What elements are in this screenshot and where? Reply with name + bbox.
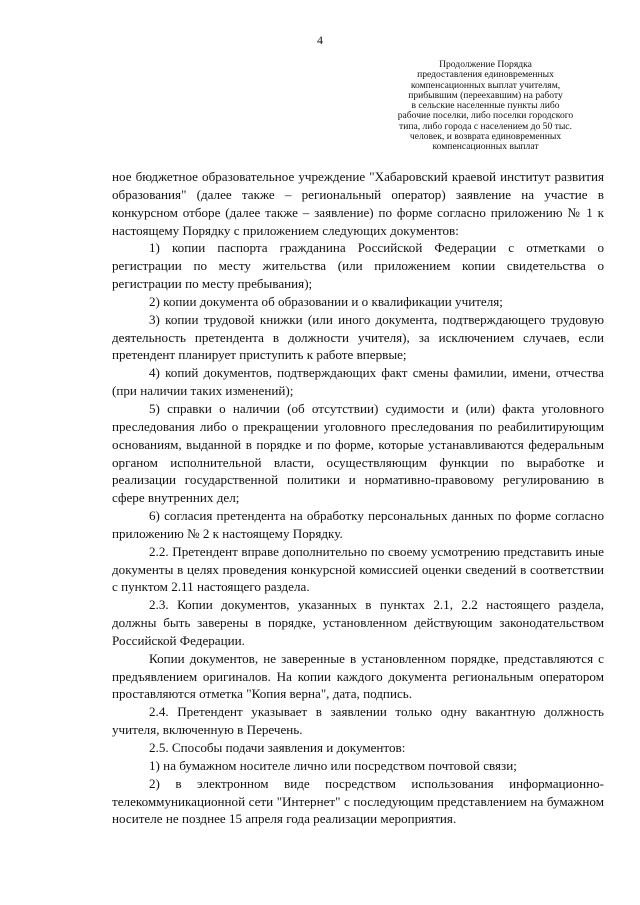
- body-paragraph: 2) копии документа об образовании и о квалификации учителя;: [149, 293, 503, 309]
- document-body: [112, 168, 604, 828]
- document-header: [378, 60, 593, 153]
- body-paragraph: 5) справки о наличии (об отсутствии) судимости и (или) факта уголовного преследования либо о прекращении уголовного преследования по реабилитирующим основаниям, выданной в порядке и по форме, которые устанавливаются федеральным органом исполнительной власти, осуществляющим функции по выработке и реализации государственной политики и нормативно-правовому регулированию в сфере внутренних дел;: [112, 400, 604, 506]
- body-paragraph: ное бюджетное образовательное учреждение "Хабаровский краевой институт развития образования" (далее также – региональный оператор) заявление на участие в конкурсном отборе (далее также – заявление) по форме согласно приложению № 1 к настоящему Порядку с приложением следующих документов:: [112, 169, 604, 238]
- body-paragraph: 1) копии паспорта гражданина Российской Федерации с отметками о регистрации по месту жительства (или приложением копии свидетельства о регистрации по месту пребывания);: [112, 240, 604, 292]
- body-paragraph: 2) в электронном виде посредством использования информационно-телекоммуникационной сети "Интернет" с последующим представлением на бумажном носителе не позднее 15 апреля года реализации мероприятия.: [112, 775, 604, 827]
- header-line: прибывшим (переехавшим) на работу: [408, 89, 563, 101]
- header-line: человек, и возврата единовременных: [409, 131, 562, 143]
- header-line: предоставления единовременных: [417, 69, 554, 81]
- body-paragraph: 1) на бумажном носителе лично или посредством почтовой связи;: [149, 757, 517, 773]
- body-paragraph: 6) согласия претендента на обработку персональных данных по форме согласно приложению № 2 к настоящему Порядку.: [112, 508, 604, 541]
- header-line: типа, либо города с населением до 50 тыс.: [399, 120, 572, 132]
- body-paragraph: 2.4. Претендент указывает в заявлении только одну вакантную должность учителя, включенную в Перечень.: [112, 704, 604, 738]
- header-line: Продолжение Порядка: [439, 59, 532, 70]
- header-line: рабочие поселки, либо поселки городского: [397, 110, 574, 122]
- header-line: компенсационных выплат: [432, 141, 539, 153]
- body-paragraph: 2.3. Копии документов, указанных в пунктах 2.1, 2.2 настоящего раздела, должны быть заверены в порядке, установленном действующим законодательством Российской Федерации.: [112, 597, 604, 648]
- body-paragraph: 2.5. Способы подачи заявления и документов:: [149, 740, 406, 755]
- page-number: 4: [317, 33, 323, 47]
- body-paragraph: 2.2. Претендент вправе дополнительно по своему усмотрению представить иные документы в целях проведения конкурсной комиссией оценки сведений в соответствии с пунктом 2.11 настоящего раздела.: [112, 543, 604, 595]
- body-paragraph: Копии документов, не заверенные в установленном порядке, представляются с предъявлением оригиналов. На копии каждого документа региональным оператором проставляются отметка "Копия верна", дата, подпись.: [112, 650, 604, 702]
- header-line: компенсационных выплат учителям,: [410, 79, 561, 91]
- body-paragraph: 4) копий документов, подтверждающих факт смены фамилии, имени, отчества (при наличии таких изменений);: [112, 365, 604, 399]
- body-paragraph: 3) копии трудовой книжки (или иного документа, подтверждающего трудовую деятельность претендента в должности учителя), за исключением случаев, если претендент планирует приступить к работе впервые;: [112, 311, 604, 363]
- header-line: в сельские населенные пункты либо: [411, 100, 560, 112]
